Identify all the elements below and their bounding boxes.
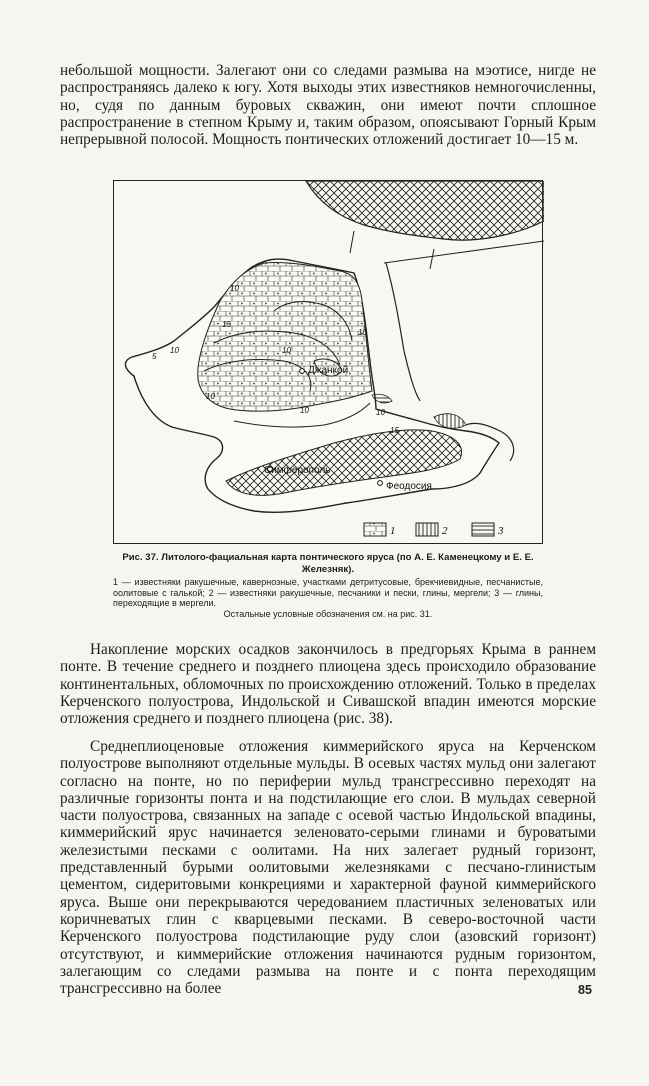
azov-north-coast [306, 181, 544, 240]
city-simferopol: Симферополь [264, 465, 331, 476]
sivash-coast [386, 263, 420, 401]
arrow-north [350, 231, 354, 253]
paragraph-pliocene: Накопление морских осадков закончилось в предгорьях Крыма в раннем понте. В течение среднего и позднего плиоцена здесь происходило образование континентальных, обломочных по происхождению отложений. Только в пределах Керченского полуострова, Индольской и Сивашской впадин имеются морские отложения среднего и позднего плиоцена (рис. 38). [60, 641, 596, 728]
isopach-label: 10 [376, 408, 385, 417]
isopach-label: 10 [358, 328, 367, 337]
dzhankoy-marker [300, 369, 305, 374]
arrow-azov [430, 249, 434, 269]
paragraph-top: небольшой мощности. Залегают они со следами размыва на мэотисе, нигде не распространяясь далеко к югу. Хотя выходы этих известняков немногочисленны, но, судя по данным буровых скважин, они имеют почти сплошное распространение в степном Крыму и, таким образом, опоясывают Горный Крым непрерывной полосой. Мощность понтических отложений достигает 10—15 м. [60, 62, 596, 149]
legend-key-3: 3 [498, 525, 504, 537]
isopach-label: 10 [282, 346, 291, 355]
paragraph-kimmerian: Среднеплиоценовые отложения киммерийского яруса на Керченском полуострове выполняют отдельные мульды. В осевых частях мульд они залегают согласно на понте, но по периферии мульд трансгрессивно переходят на различные горизонты понта и на подстилающие его слои. В мульдах северной части полуострова, связанных на западе с осевой частью Индольской впадины, киммерийский ярус начинается зеленовато-серыми глинами и буроватыми железистыми песками с оолитами. На них залегает рудный горизонт, представленный бурыми оолитовыми железняками с песчано-глинистым цементом, сидеритовыми конкрециями и характерной фауной киммерийского яруса. Выше они перекрываются чередованием пластичных зеленоватых или коричневатых глин с кварцевыми песками. В северо-восточной части Керченского полуострова подстилающие руду слои (азовский горизонт) отсутствуют, и киммерийские отложения начинаются рудным горизонтом, залегающим со следами размыва на понте и с понта переходящим трансгрессивно на более [60, 738, 596, 998]
figure-caption-title: Рис. 37. Литолого-фациальная карта понтического яруса (по А. Е. Каменецкому и Е. Е. Железняк). [122, 552, 534, 575]
limestone-region [198, 262, 372, 411]
isopach-label: 15 [390, 426, 399, 435]
figure-caption-legend: 1 — известняки ракушечные, кавернозные, участками детритусовые, брекчиевидные, песчанистые, оолитовые с галькой; 2 — известняки ракушечные, песчаники и пески, глины, мергели; 3 — глины, переходящие в мергели. [113, 577, 543, 609]
map-svg [114, 181, 544, 545]
page-number: 85 [578, 983, 592, 997]
isopach-label: 10 [170, 346, 179, 355]
arabat-spit [384, 241, 544, 263]
legend-swatch-2 [416, 523, 438, 536]
lithofacies-map [113, 180, 543, 544]
isopach-label: 10 [300, 406, 309, 415]
figure-caption-note: Остальные условные обозначения см. на рис. 31. [223, 609, 433, 619]
legend-swatch-3 [472, 523, 494, 536]
city-dzhankoy: Джанкой [308, 365, 349, 376]
isopach-label: 10 [230, 284, 239, 293]
city-feodosiya: Феодосия [386, 481, 432, 492]
legend-key-1: 1 [390, 525, 396, 537]
isopach-label: 5 [152, 352, 157, 361]
isopach-label: 15 [222, 320, 231, 329]
feodosiya-marker [378, 481, 383, 486]
legend-key-2: 2 [442, 525, 448, 537]
legend-swatch-1 [364, 523, 386, 536]
isopach-label: 10 [206, 392, 215, 401]
